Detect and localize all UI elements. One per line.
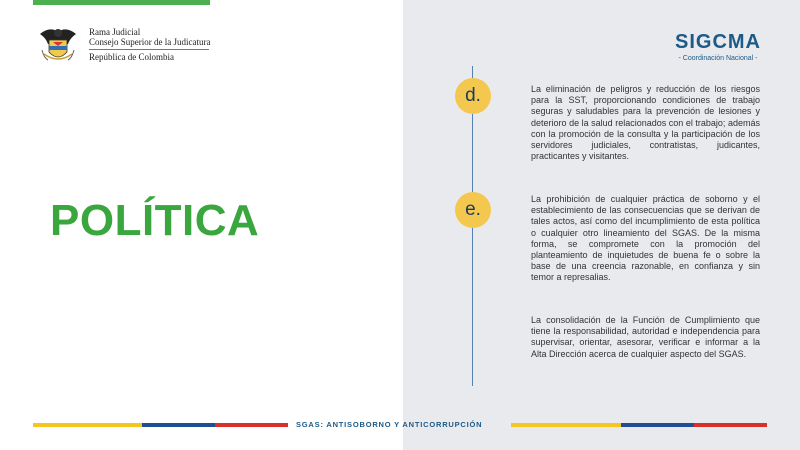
brand-subtitle: - Coordinación Nacional - [678,55,758,62]
institution-divider [89,49,209,50]
flag-blue-segment [621,423,694,427]
badge-d: d. [455,78,491,114]
policy-item-d-text: La eliminación de peligros y reducción de los riesgos para la SST, proporcionando condiciones de trabajo seguras y saludables para la prevención de lesiones y deterioro de la salud relacionados con el trabajo; además con la promoción de la consulta y la participación de los servidores judiciales, contratistas, judicantes, practicantes y visitantes. [531,84,760,162]
badge-e: e. [455,192,491,228]
flag-red-segment [215,423,288,427]
footer-flag-bar-left [33,423,288,427]
flag-yellow-segment [511,423,621,427]
policy-item-compliance-text: La consolidación de la Función de Cumplimiento que tiene la responsabilidad, autoridad e independencia para supervisar, orientar, asesorar, verificar e informar a la Alta Dirección acerca de cualquier aspecto del SGAS. [531,315,760,359]
flag-blue-segment [142,423,215,427]
brand-name: SIGCMA [675,31,761,53]
institution-line-1: Rama Judicial [89,27,141,37]
institution-logo [36,24,236,68]
policy-item-e-text: La prohibición de cualquier práctica de soborno y el establecimiento de las consecuencias que se derivan de tales actos, así como del incumplimiento de esta política o cualquier otro lineamiento del SGAS. De la misma forma, se compromete con la promoción del planteamiento de inquietudes de buena fe o sobre la base de una creencia razonable, en confianza y sin temor a represalias. [531,194,760,283]
institution-text [89,27,210,62]
institution-line-3: República de Colombia [89,52,174,62]
page-title: POLÍTICA [50,196,260,245]
flag-red-segment [694,423,767,427]
footer-title: SGAS: ANTISOBORNO Y ANTICORRUPCIÓN [296,420,483,429]
institution-line-2: Consejo Superior de la Judicatura [89,37,211,47]
flag-yellow-segment [33,423,142,427]
top-accent-bar [33,0,210,5]
footer-flag-bar-right [511,423,767,427]
sigcma-brand [662,31,774,62]
coat-of-arms-icon [36,24,80,66]
